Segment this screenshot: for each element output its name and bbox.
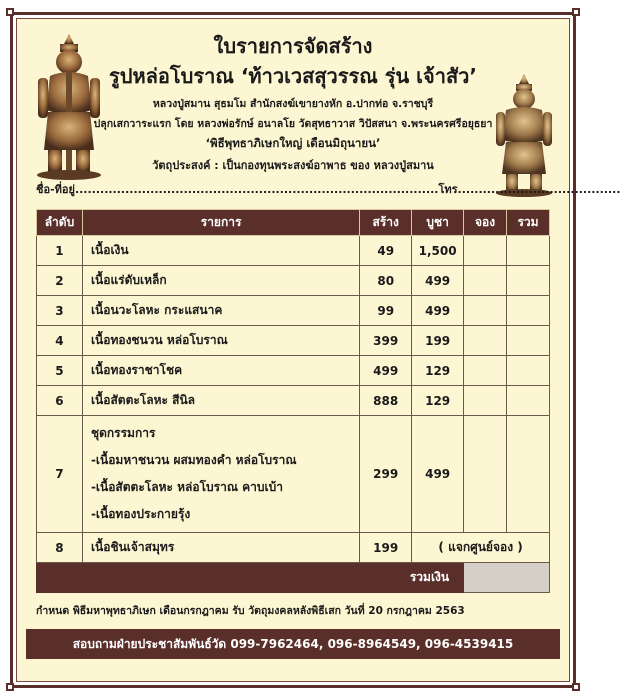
row-created: 399 <box>360 326 412 356</box>
set-item: -เนื้อทองประกายรุ้ง <box>90 507 191 521</box>
row-price: 129 <box>412 356 464 386</box>
table-row <box>37 236 550 266</box>
row-price: 499 <box>412 266 464 296</box>
deadline-text: กำหนด พิธีมหาพุทธาภิเษก เดือนกรกฎาคม รับ วัตถุมงคลหลังพิธีเสก วันที่ 20 กรกฎาคม 2563 <box>36 605 465 617</box>
corner-ornament <box>572 683 580 691</box>
total-amount-cell[interactable] <box>464 563 550 593</box>
row-created: 299 <box>360 416 412 533</box>
row-reserve-cell[interactable] <box>464 266 507 296</box>
row-reserve-cell[interactable] <box>464 296 507 326</box>
page-title: ใบรายการจัดสร้าง <box>213 34 373 58</box>
purpose-text: วัตถุประสงค์ : เป็นกองทุนพระสงฆ์อาพาธ ของ หลวงปู่สมาน <box>152 159 434 172</box>
row-created: 80 <box>360 266 412 296</box>
row-reserve-cell[interactable] <box>464 386 507 416</box>
row-price: 199 <box>412 326 464 356</box>
table-row <box>37 296 550 326</box>
row-reserve-cell[interactable] <box>464 326 507 356</box>
set-item: -เนื้อสัตตะโลหะ หล่อโบราณ คาบเบ้า <box>90 480 283 494</box>
row-item: เนื้อเงิน <box>82 236 359 266</box>
table-row <box>37 326 550 356</box>
row-number: 4 <box>37 326 83 356</box>
row-created: 888 <box>360 386 412 416</box>
row-number: 2 <box>37 266 83 296</box>
row-created: 99 <box>360 296 412 326</box>
row-price: 499 <box>412 296 464 326</box>
ceremony-name: ‘พิธีพุทธาภิเษกใหญ่ เดือนมิถุนายน’ <box>205 136 381 150</box>
row-item: เนื้อนวะโลหะ กระแสนาค <box>82 296 359 326</box>
row-number: 5 <box>37 356 83 386</box>
row-item: เนื้อทองราชาโชค <box>82 356 359 386</box>
table-row <box>37 386 550 416</box>
blessing-info: ปลุกเสกวาระแรก โดย หลวงพ่อรักษ์ อนาลโย วัดสุทธาวาส วิปัสสนา จ.พระนครศรีอยุธยา <box>93 118 493 130</box>
col-header-created: สร้าง <box>360 210 412 236</box>
address-field[interactable]: ชื่อ-ที่อยู่.......................................................................................โทร....................................... <box>36 183 621 196</box>
row-total-cell[interactable] <box>507 296 550 326</box>
temple-info: หลวงปู่สมาน สุธมโม สำนักสงฆ์เขายางหัก อ.ปากท่อ จ.ราชบุรี <box>152 98 434 110</box>
row-reserve-cell[interactable] <box>464 356 507 386</box>
col-header-total: รวม <box>507 210 550 236</box>
row-price: 1,500 <box>412 236 464 266</box>
row-number: 6 <box>37 386 83 416</box>
row-number: 8 <box>37 533 83 563</box>
row-item: เนื้อแร่ดับเหล็ก <box>82 266 359 296</box>
col-header-reserve: จอง <box>464 210 507 236</box>
corner-ornament <box>6 683 14 691</box>
row-price: 499 <box>412 416 464 533</box>
row-reserve-cell[interactable] <box>464 236 507 266</box>
table-row-set <box>37 416 550 533</box>
table-row <box>37 533 550 563</box>
row-number: 7 <box>37 416 83 533</box>
total-row <box>37 563 550 593</box>
table-row <box>37 266 550 296</box>
row-created: 49 <box>360 236 412 266</box>
row-item-set <box>82 416 359 533</box>
row-total-cell[interactable] <box>507 266 550 296</box>
col-header-price: บูชา <box>412 210 464 236</box>
row-item: เนื้อสัตตะโลหะ สีนิล <box>82 386 359 416</box>
row-total-cell[interactable] <box>507 356 550 386</box>
page-subtitle: รูปหล่อโบราณ ‘ท้าวเวสสุวรรณ รุ่น เจ้าสัว’ <box>109 64 477 88</box>
row-item: เนื้อชินเจ้าสมุทร <box>82 533 359 563</box>
row-created: 199 <box>360 533 412 563</box>
row-note: ( แจกศูนย์จอง ) <box>412 533 550 563</box>
order-table <box>36 209 550 593</box>
table-row <box>37 356 550 386</box>
row-total-cell[interactable] <box>507 386 550 416</box>
row-number: 3 <box>37 296 83 326</box>
total-label: รวมเงิน <box>37 563 464 593</box>
set-title: ชุดกรรมการ <box>90 426 156 440</box>
row-item: เนื้อทองชนวน หล่อโบราณ <box>82 326 359 356</box>
row-total-cell[interactable] <box>507 416 550 533</box>
set-item: -เนื้อมหาชนวน ผสมทองคำ หล่อโบราณ <box>90 453 297 467</box>
col-header-item: รายการ <box>82 210 359 236</box>
row-reserve-cell[interactable] <box>464 416 507 533</box>
table-header-row <box>37 210 550 236</box>
row-number: 1 <box>37 236 83 266</box>
corner-ornament <box>6 8 14 16</box>
row-total-cell[interactable] <box>507 236 550 266</box>
contact-bar <box>26 629 560 659</box>
contact-text: สอบถามฝ่ายประชาสัมพันธ์วัด 099-7962464, 096-8964549, 096-4539415 <box>72 636 514 651</box>
row-total-cell[interactable] <box>507 326 550 356</box>
row-created: 499 <box>360 356 412 386</box>
corner-ornament <box>572 8 580 16</box>
row-price: 129 <box>412 386 464 416</box>
col-header-no: ลำดับ <box>37 210 83 236</box>
